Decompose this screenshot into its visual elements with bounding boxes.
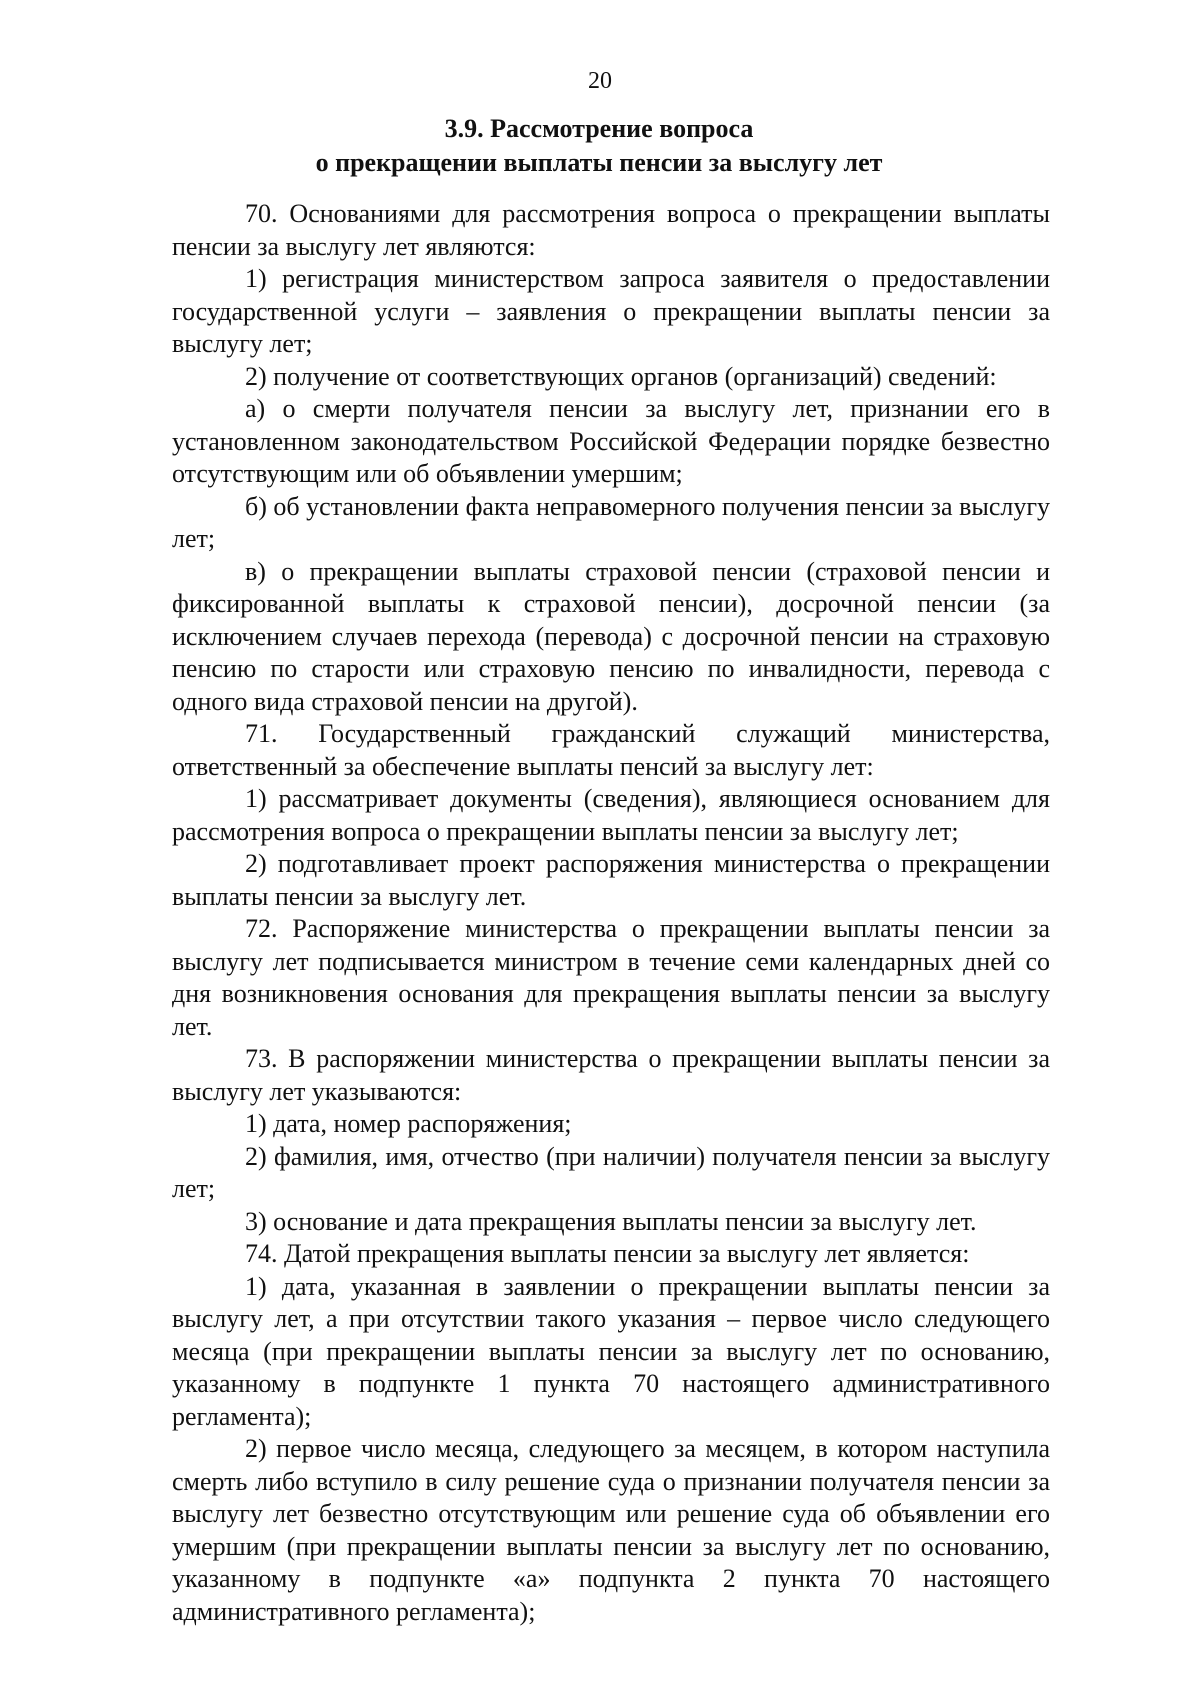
paragraph-73-item-3: 3) основание и дата прекращения выплаты пенсии за выслугу лет. xyxy=(245,1206,977,1236)
paragraph-71-item-1: 1) рассматривает документы (сведения), являющиеся основанием для рассмотрения вопроса о прекращении выплаты пенсии за выслугу лет; xyxy=(172,784,1050,846)
paragraph-70: 70. Основаниями для рассмотрения вопроса о прекращении выплаты пенсии за выслугу лет являются: xyxy=(172,199,1050,261)
paragraph-70-item-1: 1) регистрация министерством запроса заявителя о предоставлении государственной услуги – заявления о прекращении выплаты пенсии за выслугу лет; xyxy=(172,264,1050,358)
paragraph-71: 71. Государственный гражданский служащий министерства, ответственный за обеспечение выплаты пенсий за выслугу лет: xyxy=(172,719,1050,781)
section-heading-line-1: 3.9. Рассмотрение вопроса xyxy=(444,114,754,143)
paragraph-72: 72. Распоряжение министерства о прекращении выплаты пенсии за выслугу лет подписывается министром в течение семи календарных дней со дня возникновения основания для прекращения выплаты пенсии за выслугу лет. xyxy=(172,914,1050,1041)
paragraph-74-item-1: 1) дата, указанная в заявлении о прекращении выплаты пенсии за выслугу лет, а при отсутствии такого указания – первое число следующего месяца (при прекращении выплаты пенсии за выслугу лет по основанию, указанному в подпункте 1 пункта 70 настоящего административного регламента); xyxy=(172,1271,1050,1431)
paragraph-70-item-2a: а) о смерти получателя пенсии за выслугу лет, признании его в установленном законодательством Российской Федерации порядке безвестно отсутствующим или об объявлении умершим; xyxy=(172,394,1050,488)
paragraph-70-item-2b: б) об установлении факта неправомерного получения пенсии за выслугу лет; xyxy=(172,491,1050,553)
paragraph-74-item-2: 2) первое число месяца, следующего за месяцем, в котором наступила смерть либо вступило в силу решение суда о признании получателя пенсии за выслугу лет безвестно отсутствующим или решение суда об объявлении его умершим (при прекращении выплаты пенсии за выслугу лет по основанию, указанному в подпункте «а» подпункта 2 пункта 70 настоящего административного регламента); xyxy=(172,1434,1050,1626)
section-heading xyxy=(160,112,1038,180)
paragraph-73-item-2: 2) фамилия, имя, отчество (при наличии) получателя пенсии за выслугу лет; xyxy=(172,1141,1050,1203)
paragraph-74: 74. Датой прекращения выплаты пенсии за выслугу лет является: xyxy=(245,1239,970,1268)
paragraph-71-item-2: 2) подготавливает проект распоряжения министерства о прекращении выплаты пенсии за выслугу лет. xyxy=(172,849,1050,911)
paragraph-70-item-2v: в) о прекращении выплаты страховой пенсии (страховой пенсии и фиксированной выплаты к страховой пенсии), досрочной пенсии (за исключением случаев перехода (перевода) с досрочной пенсии на страховую пенсию по старости или страховую пенсию по инвалидности, перевода с одного вида страховой пенсии на другой). xyxy=(172,556,1050,716)
section-heading-line-2: о прекращении выплаты пенсии за выслугу лет xyxy=(315,148,883,177)
document-body xyxy=(172,198,1050,1628)
page-number: 20 xyxy=(588,68,612,94)
paragraph-70-item-2: 2) получение от соответствующих органов (организаций) сведений: xyxy=(245,361,997,391)
paragraph-73-item-1: 1) дата, номер распоряжения; xyxy=(245,1109,572,1138)
paragraph-73: 73. В распоряжении министерства о прекращении выплаты пенсии за выслугу лет указываются: xyxy=(172,1044,1050,1106)
